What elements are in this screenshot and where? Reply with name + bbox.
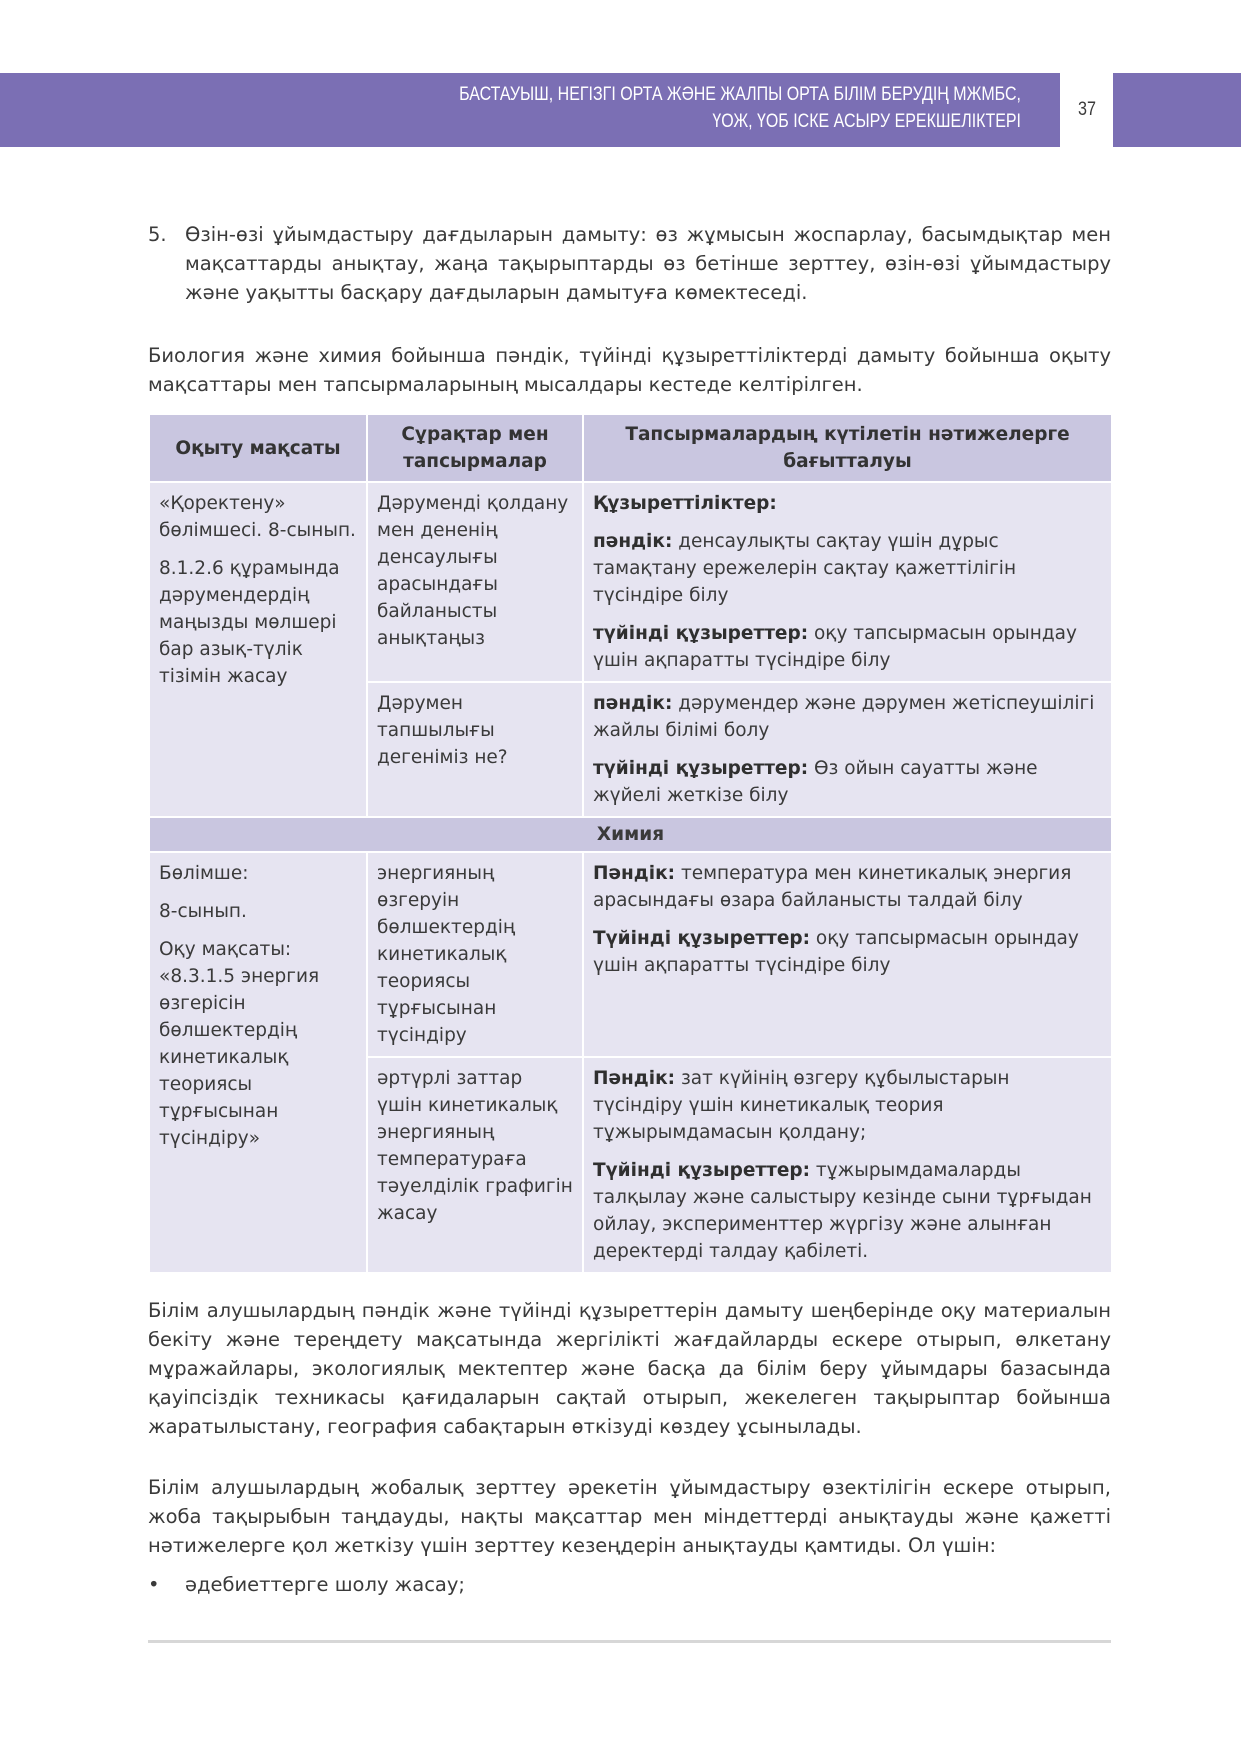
key-competency-text: оқу тапсырмасын орындау үшін ақпаратты түсіндіре білу <box>593 928 1079 976</box>
key-competency-label: түйінді құзыреттер: <box>593 623 809 644</box>
column-header-goal: Оқыту мақсаты <box>149 414 367 482</box>
numbered-item-5 <box>148 220 1111 307</box>
bio-question-2-text: Дәрумен тапшылығы дегеніміз не? <box>377 693 508 768</box>
chemistry-section-heading: Химия <box>149 817 1112 852</box>
column-header-results: Тапсырмалардың күтілетін нәтижелерге бағытталуы <box>583 414 1112 482</box>
key-competency-text: Өз ойын сауатты және жүйелі жеткізе білу <box>593 758 1038 806</box>
bio-goal-section: «Қоректену» бөлімшесі. 8-сынып. <box>159 493 356 541</box>
key-competency-text: тұжырымдамаларды талқылау және салыстыру кезінде сыни тұрғыдан ойлау, эксперименттер жүргізу және алынған деректерді талдау қабілеті. <box>593 1160 1092 1262</box>
body-paragraph-1: Білім алушылардың пәндік және түйінді құзыреттерін дамыту шеңберінде оқу материалын бекіту және тереңдету мақсатында жергілікті жағдайларды ескере отырып, өлкетану мұражайлары, экологиялық мектептер және басқа да білім беру ұйымдары базасында қауіпсіздік техникасы қағидаларын сақтай отырып, жекелеген тақырыптар бойынша жаратылыстану, география сабақтарын өткізуді көздеу ұсынылады. <box>148 1299 1111 1438</box>
competency-table <box>148 413 1113 1274</box>
bio-result-2 <box>583 682 1112 817</box>
header-bar-tail <box>1113 73 1241 147</box>
chem-question-2-text: әртүрлі заттар үшін кинетикалық энергияның температураға тәуелділік графигін жасау <box>377 1068 573 1224</box>
intro-paragraph: Биология және химия бойынша пәндік, түйінді құзыреттіліктерді дамыту бойынша оқыту мақсаттары мен тапсырмаларының мысалдары кестеде келтірілген. <box>148 344 1111 396</box>
key-competency-text: оқу тапсырмасын орындау үшін ақпаратты түсіндіре білу <box>593 623 1077 671</box>
running-header <box>447 81 1021 135</box>
bio-question-1-text: Дәрумендi қолдану мен дененің денсаулығы арасындағы байланысты анықтаңыз <box>377 493 569 649</box>
bio-question-1 <box>367 482 583 682</box>
subject-text: денсаулықты сақтау үшін дұрыс тамақтану ережелерін сақтау қажеттілігін түсіндіре білу <box>593 531 1017 606</box>
subject-text: зат күйінің өзгеру құбылыстарын түсіндіру үшін кинетикалық теория тұжырымдамасын қолдану; <box>593 1068 1010 1143</box>
bio-goal-objective: 8.1.2.6 құрамында дәрумендердің маңызды мөлшері бар азық-түлік тізімін жасау <box>159 558 340 687</box>
footer-divider <box>148 1640 1111 1643</box>
chem-question-1-text: энергияның өзгеруін бөлшектердің кинетикалық теориясы тұрғысынан түсіндіру <box>377 863 516 1046</box>
chem-goal-grade: 8-сынып. <box>159 901 247 922</box>
item-text: Өзін-өзі ұйымдастыру дағдыларын дамыту: өз жұмысын жоспарлау, басымдықтар мен мақсаттарды анықтау, жаңа тақырыптарды өз бетінше зерттеу, өзін-өзі ұйымдастыру және уақытты басқару дағдыларын дамытуға көмектеседі. <box>185 223 1111 304</box>
table-section-row <box>149 817 1112 852</box>
running-header-line-1: БАСТАУЫШ, НЕГІЗГІ ОРТА ЖӘНЕ ЖАЛПЫ ОРТА БІЛІМ БЕРУДІҢ МЖМБС, <box>459 83 1021 105</box>
list-item <box>148 1570 1111 1599</box>
key-competency-label: Түйінді құзыреттер: <box>593 1160 811 1181</box>
subject-text: температура мен кинетикалық энергия арасындағы өзара байланысты талдай білу <box>593 863 1072 911</box>
table-row <box>149 482 1112 682</box>
chem-question-1 <box>367 852 583 1057</box>
bullet-marker: • <box>148 1573 160 1596</box>
subject-label: Пәндік: <box>593 1068 676 1089</box>
subject-text: дәрумендер және дәрумен жетіспеушілігі жайлы білімі болу <box>593 693 1095 741</box>
table-header-row <box>149 414 1112 482</box>
chem-goal-section: Бөлімше: <box>159 863 249 884</box>
subject-label: Пәндік: <box>593 863 676 884</box>
bio-goal-cell <box>149 482 367 817</box>
chem-result-1 <box>583 852 1112 1057</box>
bullet-text: әдебиеттерге шолу жасау; <box>185 1573 465 1596</box>
key-competency-label: Түйінді құзыреттер: <box>593 928 811 949</box>
chem-question-2 <box>367 1057 583 1273</box>
subject-label: пәндік: <box>593 693 673 714</box>
page-number: 37 <box>1078 99 1096 120</box>
bio-result-1 <box>583 482 1112 682</box>
column-header-questions: Сұрақтар мен тапсырмалар <box>367 414 583 482</box>
chem-result-2 <box>583 1057 1112 1273</box>
table-row <box>149 852 1112 1057</box>
competencies-heading: Құзыреттіліктер: <box>593 493 777 514</box>
bio-question-2 <box>367 682 583 817</box>
page-content <box>148 220 1111 1599</box>
chem-goal-objective: Оқу мақсаты: «8.3.1.5 энергия өзгерісін бөлшектердің кинетикалық теориясы тұрғысынан түсіндіру» <box>159 939 320 1149</box>
subject-label: пәндік: <box>593 531 673 552</box>
chem-goal-cell <box>149 852 367 1273</box>
item-number: 5. <box>148 223 167 246</box>
key-competency-label: түйінді құзыреттер: <box>593 758 809 779</box>
body-paragraph-2: Білім алушылардың жобалық зерттеу әрекетін ұйымдастыру өзектілігін ескере отырып, жоба тақырыбын таңдауды, нақты мақсаттар мен міндеттерді анықтауды және қажетті нәтижелерге қол жеткізу үшін зерттеу кезеңдерін анықтауды қамтиды. Ол үшін: <box>148 1476 1111 1557</box>
running-header-line-2: ҮОЖ, ҮОБ ІСКЕ АСЫРУ ЕРЕКШЕЛІКТЕРІ <box>712 110 1021 132</box>
